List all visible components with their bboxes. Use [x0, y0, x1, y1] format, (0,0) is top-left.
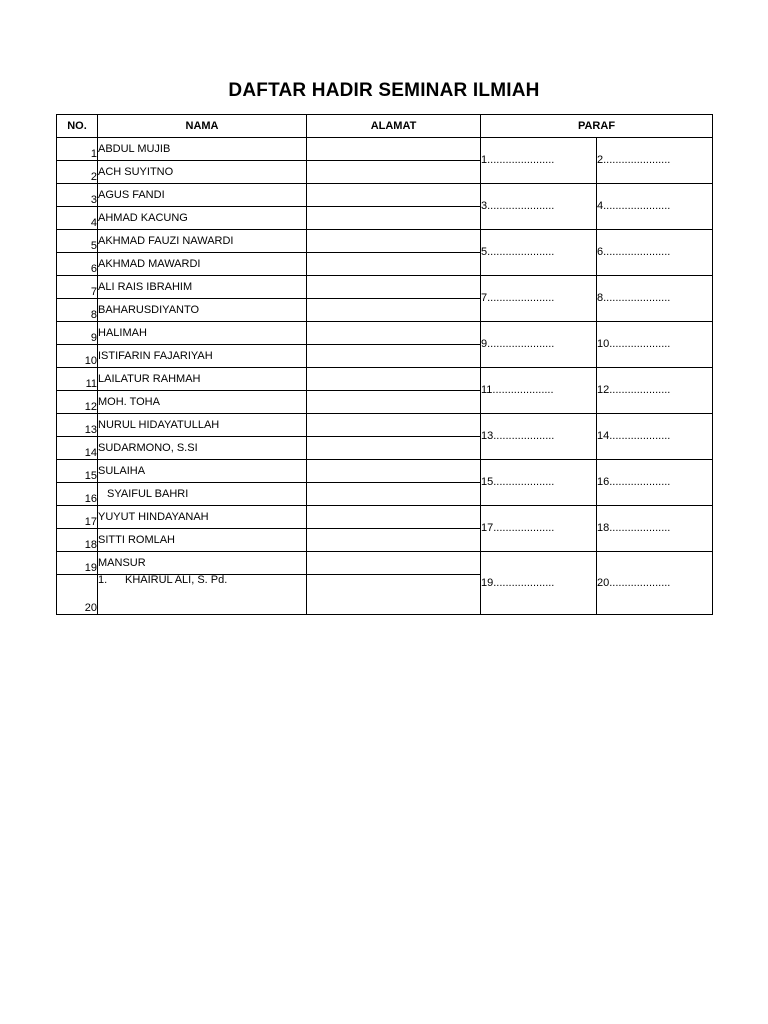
signature-slot[interactable]: 12....................	[597, 368, 713, 414]
attendance-table	[56, 114, 713, 615]
row-name: SUDARMONO, S.SI	[98, 437, 307, 460]
table-row	[57, 230, 713, 253]
row-name: YUYUT HINDAYANAH	[98, 506, 307, 529]
row-number: 3	[57, 184, 98, 207]
signature-slot[interactable]: 7......................	[481, 276, 597, 322]
table-row	[57, 138, 713, 161]
header-paraf: PARAF	[481, 115, 713, 138]
row-number: 16	[57, 483, 98, 506]
table-row	[57, 322, 713, 345]
row-number: 6	[57, 253, 98, 276]
signature-slot[interactable]: 10....................	[597, 322, 713, 368]
row-number: 4	[57, 207, 98, 230]
row-name: MANSUR	[98, 552, 307, 575]
signature-slot[interactable]: 13....................	[481, 414, 597, 460]
signature-slot[interactable]: 11....................	[481, 368, 597, 414]
row-number: 19	[57, 552, 98, 575]
row-number: 15	[57, 460, 98, 483]
row-number: 9	[57, 322, 98, 345]
table-row	[57, 184, 713, 207]
signature-slot[interactable]: 4......................	[597, 184, 713, 230]
row-name: ACH SUYITNO	[98, 161, 307, 184]
row-number: 14	[57, 437, 98, 460]
table-row	[57, 506, 713, 529]
row-address[interactable]	[307, 575, 481, 615]
table-row	[57, 414, 713, 437]
row-number: 8	[57, 299, 98, 322]
row-name: NURUL HIDAYATULLAH	[98, 414, 307, 437]
signature-slot[interactable]: 14....................	[597, 414, 713, 460]
row-address[interactable]	[307, 345, 481, 368]
row-address[interactable]	[307, 207, 481, 230]
row-name: ALI RAIS IBRAHIM	[98, 276, 307, 299]
table-row	[57, 368, 713, 391]
row-number: 18	[57, 529, 98, 552]
row-address[interactable]	[307, 552, 481, 575]
table-row	[57, 552, 713, 575]
row-name	[98, 575, 307, 615]
row-name: SITTI ROMLAH	[98, 529, 307, 552]
row-name: AKHMAD FAUZI NAWARDI	[98, 230, 307, 253]
header-no: NO.	[57, 115, 98, 138]
row-number: 11	[57, 368, 98, 391]
signature-slot[interactable]: 9......................	[481, 322, 597, 368]
row-address[interactable]	[307, 483, 481, 506]
row-name: MOH. TOHA	[98, 391, 307, 414]
signature-slot[interactable]: 20....................	[597, 552, 713, 615]
signature-slot[interactable]: 8......................	[597, 276, 713, 322]
document-title: DAFTAR HADIR SEMINAR ILMIAH	[228, 80, 540, 101]
signature-slot[interactable]: 5......................	[481, 230, 597, 276]
signature-slot[interactable]: 2......................	[597, 138, 713, 184]
row-address[interactable]	[307, 529, 481, 552]
row-number: 13	[57, 414, 98, 437]
row-name-text: KHAIRUL ALI, S. Pd.	[125, 574, 228, 586]
row-name: AKHMAD MAWARDI	[98, 253, 307, 276]
row-address[interactable]	[307, 161, 481, 184]
row-name: BAHARUSDIYANTO	[98, 299, 307, 322]
list-marker: 1.	[98, 574, 108, 586]
header-alamat: ALAMAT	[307, 115, 481, 138]
row-address[interactable]	[307, 322, 481, 345]
row-address[interactable]	[307, 276, 481, 299]
signature-slot[interactable]: 17....................	[481, 506, 597, 552]
row-name: SULAIHA	[98, 460, 307, 483]
row-name: HALIMAH	[98, 322, 307, 345]
row-name: AHMAD KACUNG	[98, 207, 307, 230]
row-address[interactable]	[307, 138, 481, 161]
row-number: 17	[57, 506, 98, 529]
header-nama: NAMA	[98, 115, 307, 138]
table-row	[57, 276, 713, 299]
table-row	[57, 460, 713, 483]
table-header-row	[57, 115, 713, 138]
row-name: ABDUL MUJIB	[98, 138, 307, 161]
row-number: 2	[57, 161, 98, 184]
signature-slot[interactable]: 6......................	[597, 230, 713, 276]
row-number: 12	[57, 391, 98, 414]
signature-slot[interactable]: 16....................	[597, 460, 713, 506]
row-address[interactable]	[307, 460, 481, 483]
row-address[interactable]	[307, 230, 481, 253]
row-number: 10	[57, 345, 98, 368]
row-name: LAILATUR RAHMAH	[98, 368, 307, 391]
row-address[interactable]	[307, 253, 481, 276]
row-address[interactable]	[307, 414, 481, 437]
row-number: 5	[57, 230, 98, 253]
row-address[interactable]	[307, 437, 481, 460]
row-name: ISTIFARIN FAJARIYAH	[98, 345, 307, 368]
row-address[interactable]	[307, 391, 481, 414]
row-number: 20	[57, 575, 98, 615]
signature-slot[interactable]: 15....................	[481, 460, 597, 506]
signature-slot[interactable]: 1......................	[481, 138, 597, 184]
row-name: AGUS FANDI	[98, 184, 307, 207]
row-address[interactable]	[307, 368, 481, 391]
row-address[interactable]	[307, 506, 481, 529]
row-number: 7	[57, 276, 98, 299]
row-number: 1	[57, 138, 98, 161]
signature-slot[interactable]: 19....................	[481, 552, 597, 615]
row-name: SYAIFUL BAHRI	[98, 483, 307, 506]
signature-slot[interactable]: 3......................	[481, 184, 597, 230]
row-address[interactable]	[307, 299, 481, 322]
signature-slot[interactable]: 18....................	[597, 506, 713, 552]
row-address[interactable]	[307, 184, 481, 207]
